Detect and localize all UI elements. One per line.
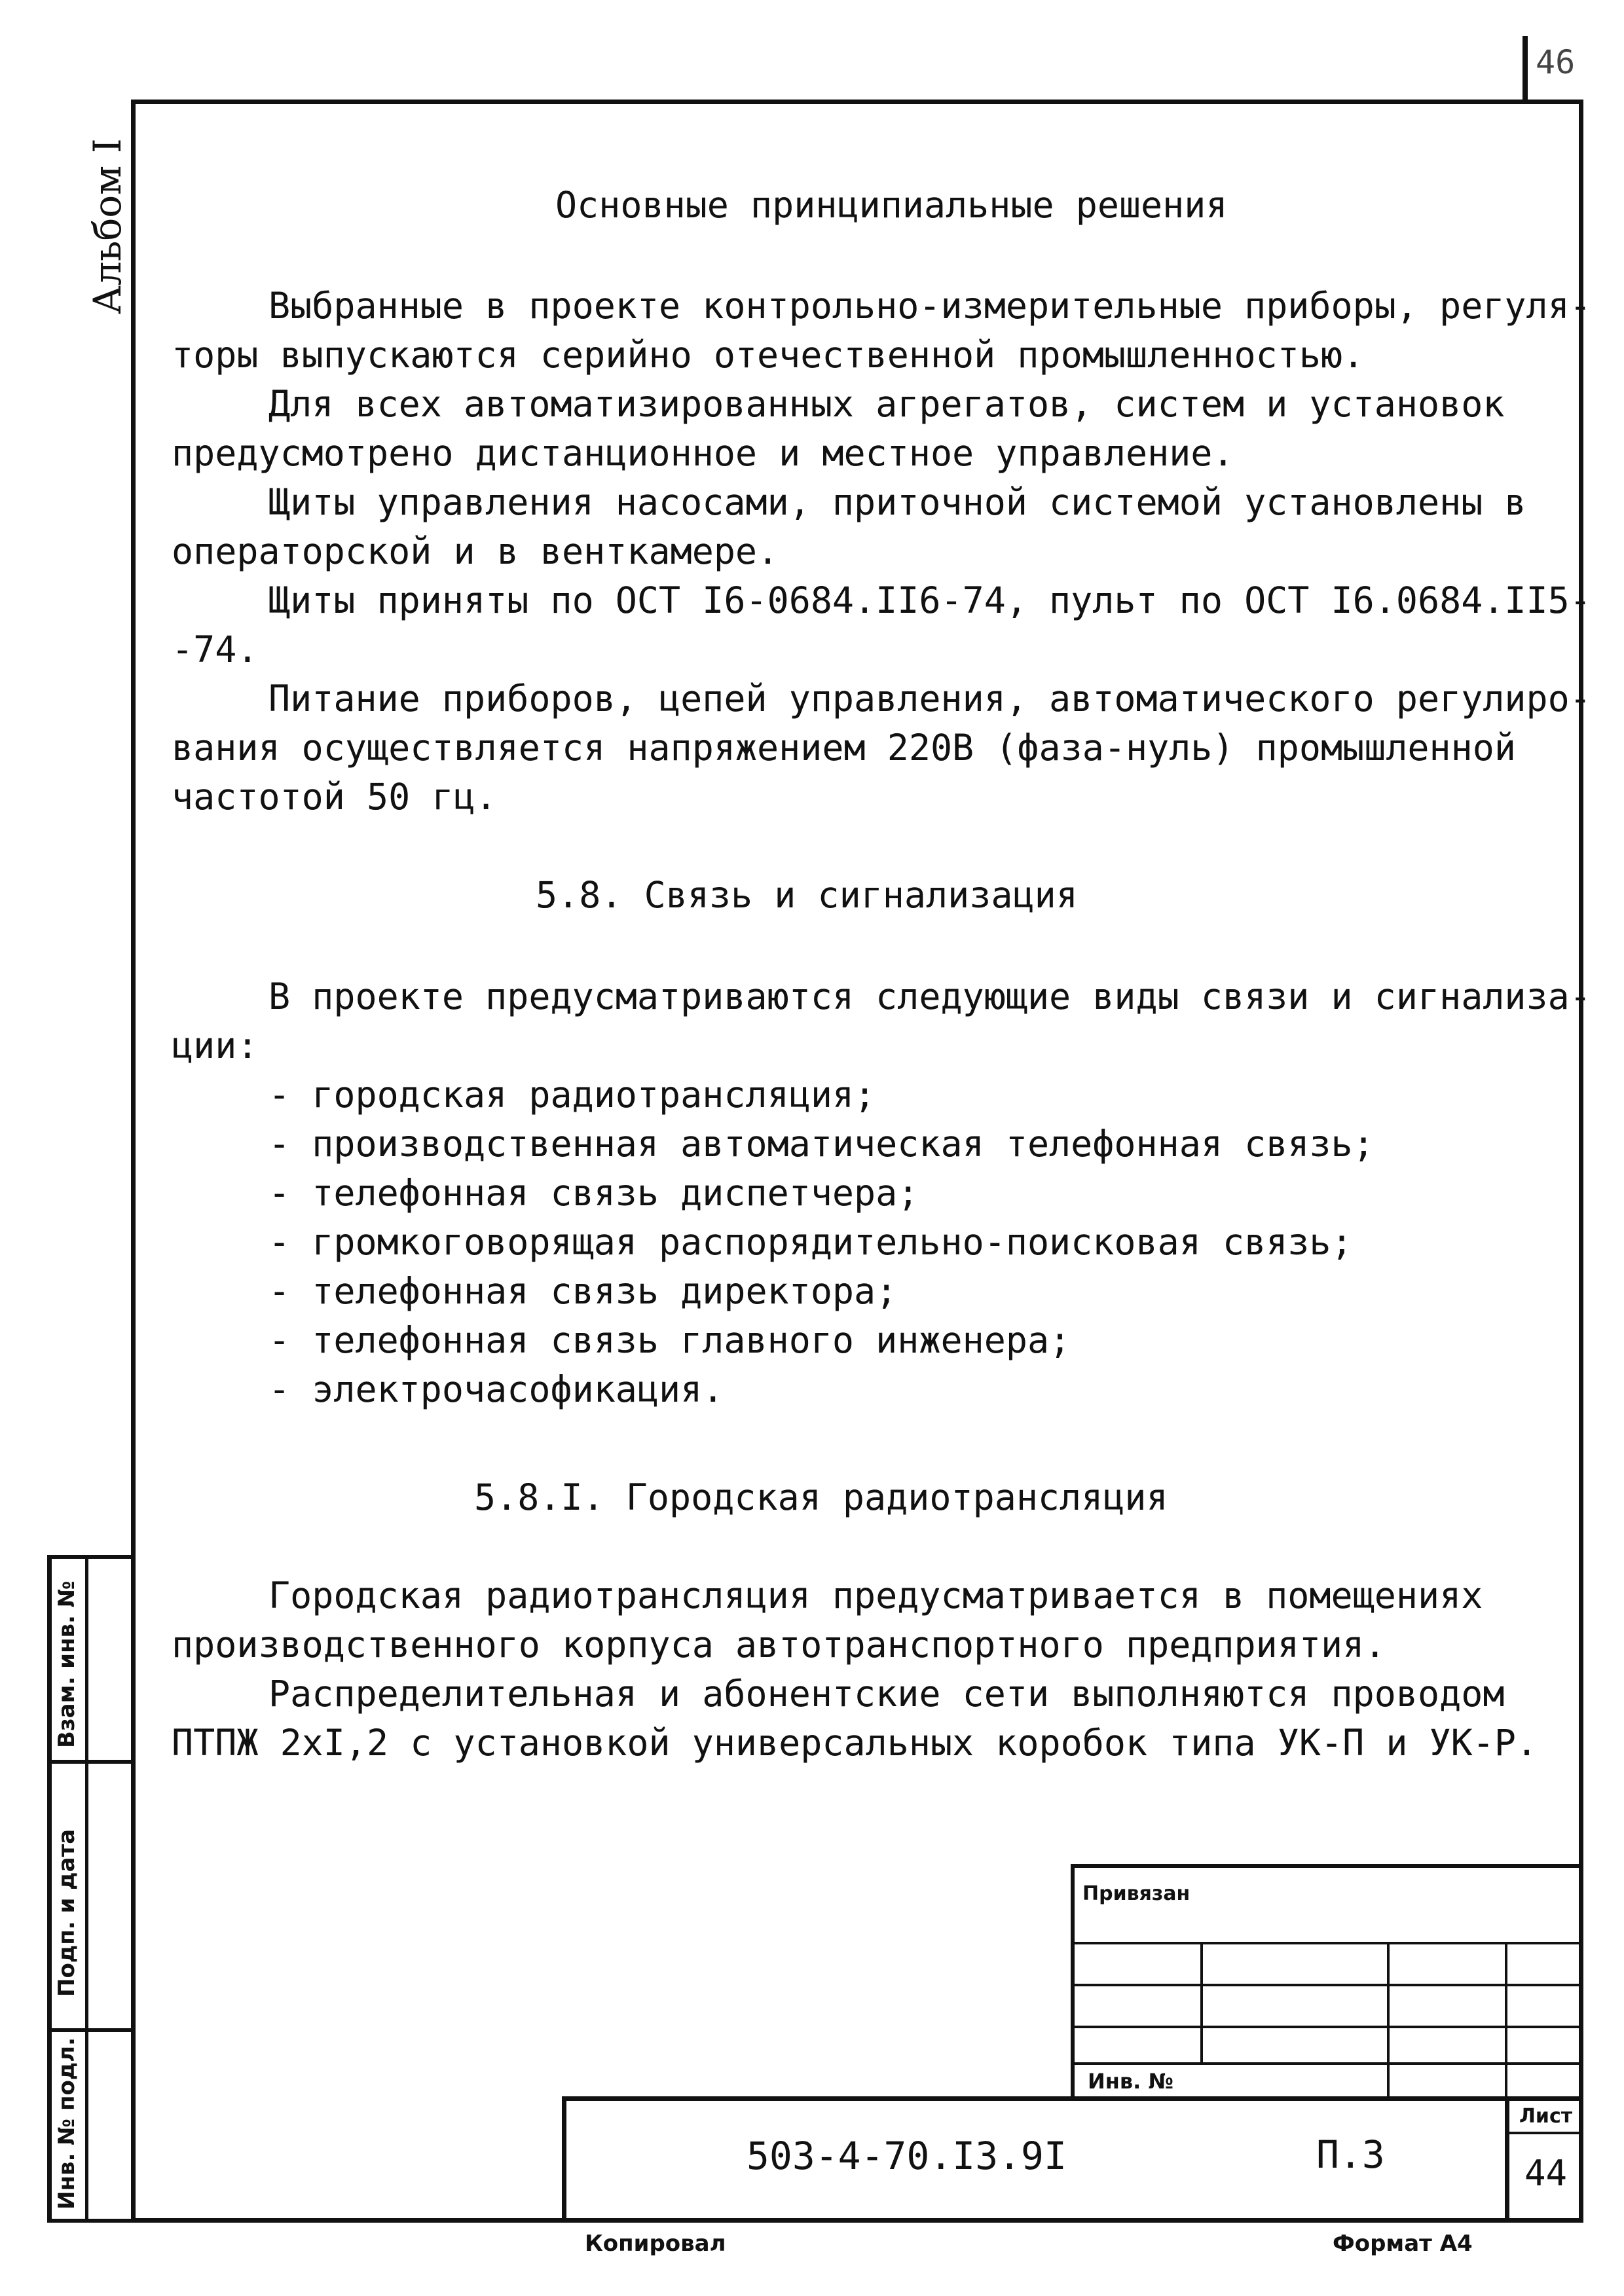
intro-line: частотой 50 гц.	[172, 776, 497, 818]
intro-line: Выбранные в проекте контрольно-измерительные приборы, регуля-	[268, 285, 1591, 327]
intro-heading: Основные принципиальные решения	[555, 184, 1228, 226]
section-581-line: производственного корпуса автотранспортного предприятия.	[172, 1624, 1386, 1666]
format-label: Формат А4	[1333, 2231, 1473, 2257]
intro-line: Щиты управления насосами, приточной системой установлены в	[268, 481, 1526, 523]
intro-line: -74.	[172, 629, 259, 670]
frame-left	[131, 100, 136, 2223]
list-item: - телефонная связь главного инженера;	[268, 1319, 1071, 1361]
album-label: Альбом I	[85, 138, 130, 314]
list-item: - громкоговорящая распорядительно-поисковая связь;	[268, 1221, 1353, 1263]
list-item: - телефонная связь директора;	[268, 1270, 898, 1312]
list-item: - электрочасофикация.	[268, 1368, 724, 1410]
section-58-intro-line: В проекте предусматриваются следующие виды связи и сигнализа-	[268, 975, 1591, 1017]
section-58-intro-line: ции:	[172, 1025, 259, 1066]
intro-line: Щиты приняты по ОСТ I6-0684.II6-74, пульт по ОСТ I6.0684.II5-	[268, 579, 1591, 621]
stamp-vzam-inv: Взам. инв. №	[54, 1580, 80, 1748]
sheet-number: 44	[1524, 2153, 1568, 2194]
section-581-line: Городская радиотрансляция предусматривается в помещениях	[268, 1575, 1483, 1616]
stamp-podp-data: Подп. и дата	[54, 1829, 80, 1997]
intro-line: вания осуществляется напряжением 220В (фаза-нуль) промышленной	[172, 727, 1516, 769]
frame-top	[131, 100, 1583, 104]
intro-line: Для всех автоматизированных агрегатов, систем и установок	[268, 383, 1505, 425]
intro-line: торы выпускаются серийно отечественной промышленностью.	[172, 334, 1365, 376]
list-item: - телефонная связь диспетчера;	[268, 1172, 919, 1214]
list-item: - городская радиотрансляция;	[268, 1074, 876, 1116]
section-581-line: Распределительная и абонентские сети выполняются проводом	[268, 1673, 1505, 1715]
designation: 503-4-70.I3.9I	[747, 2134, 1067, 2178]
intro-line: операторской и в венткамере.	[172, 530, 779, 572]
page-number-tick	[1522, 36, 1528, 101]
list-item: - производственная автоматическая телефонная связь;	[268, 1123, 1375, 1165]
inv-no-label: Инв. №	[1088, 2069, 1173, 2094]
section-58-heading: 5.8. Связь и сигнализация	[536, 874, 1078, 916]
page-number: 46	[1536, 43, 1576, 81]
stamp-inv-podl: Инв. № подл.	[54, 2037, 80, 2210]
section-581-heading: 5.8.I. Городская радиотрансляция	[474, 1476, 1168, 1518]
part-code: П.3	[1316, 2132, 1385, 2177]
intro-line: Питание приборов, цепей управления, автоматического регулиро-	[268, 678, 1591, 720]
privyazan-label: Привязан	[1082, 1882, 1190, 1905]
frame-bottom	[131, 2218, 1583, 2223]
sheet-label: Лист	[1519, 2105, 1573, 2128]
intro-line: предусмотрено дистанционное и местное управление.	[172, 432, 1234, 474]
frame-right	[1579, 100, 1583, 2223]
section-581-line: ПТПЖ 2хI,2 с установкой универсальных коробок типа УК-П и УК-Р.	[172, 1722, 1538, 1764]
kopiroval-label: Копировал	[585, 2231, 726, 2257]
